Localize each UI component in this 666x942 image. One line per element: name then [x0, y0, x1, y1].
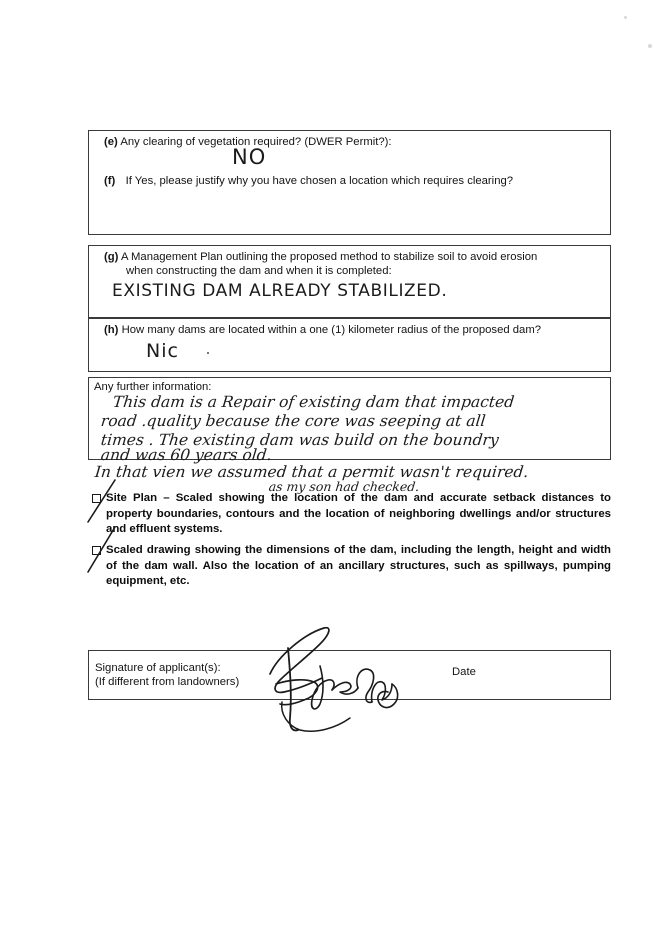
section-e-question-text: Any clearing of vegetation required? (DWER Permit?): [120, 136, 392, 148]
section-h-marker: (h) [104, 324, 119, 336]
section-f-marker: (f) [104, 175, 116, 187]
section-f-question-text: If Yes, please justify why you have chosen a location which requires clearing? [125, 175, 514, 187]
section-e-answer: NO [232, 145, 267, 169]
further-information-line: and was 60 years old. [100, 446, 273, 464]
section-h-answer: Nic [146, 340, 179, 362]
checklist-checkbox-scaled-drawing[interactable] [92, 546, 101, 555]
signature-label-line1: Signature of applicant(s): [95, 662, 221, 674]
further-information-line: In that vien we assumed that a permit wasn't required. [94, 463, 530, 481]
signature-label-line2: (If different from landowners) [95, 676, 240, 688]
section-g-question-line2: when constructing the dam and when it is completed: [126, 265, 392, 277]
checklist-text-scaled-drawing: Scaled drawing showing the dimensions of the dam, including the length, height and width of the dam wall. Also the location of an ancillary structures, such as spillways, pumping equipment, etc. [106, 544, 611, 588]
section-h-question [104, 323, 541, 338]
scan-artifact-speck [648, 44, 652, 48]
date-label: Date [452, 666, 476, 678]
section-h-question-text: How many dams are located within a one (1) kilometer radius of the proposed dam? [121, 324, 542, 336]
section-g-answer: EXISTING DAM ALREADY STABILIZED. [112, 281, 448, 301]
further-information-line: This dam is a Repair of existing dam that impacted [112, 393, 516, 411]
date-field[interactable] [490, 663, 600, 683]
further-information-insertion: as my son had checked. [268, 479, 421, 494]
further-information-label: Any further information: [94, 381, 212, 393]
section-f-question [104, 174, 513, 189]
scan-artifact-speck [624, 16, 627, 19]
further-information-line: road .quality because the core was seeping at all [100, 412, 487, 430]
checklist-text-site-plan: Site Plan – Scaled showing the location of the dam and accurate setback distances to property boundaries, contours and the location of neighboring dwellings and/or structures and effluent systems. [106, 492, 611, 536]
section-g-question-line1 [104, 250, 537, 265]
section-e-marker: (e) [104, 136, 118, 148]
further-information-line: times . The existing dam was build on the boundry [100, 431, 500, 449]
checklist-checkbox-site-plan[interactable] [92, 494, 101, 503]
section-g-question-text-1: A Management Plan outlining the proposed method to stabilize soil to avoid erosion [120, 251, 538, 263]
section-g-marker: (g) [104, 251, 119, 263]
